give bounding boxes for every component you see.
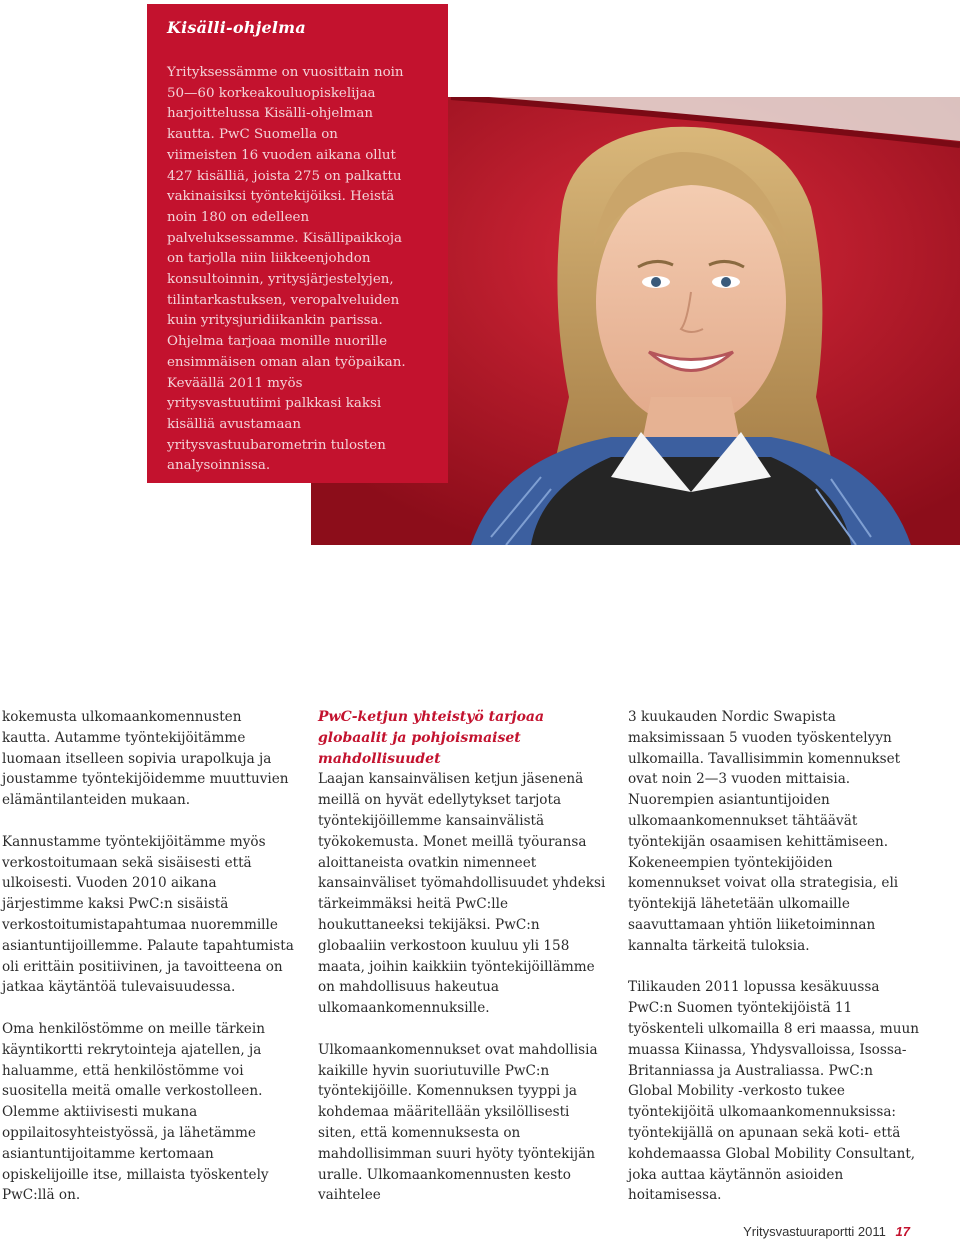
col3-paragraph-1: 3 kuukauden Nordic Swapista maksimissaan 5 vuoden työskentelyyn ulkomailla. Tavallisimmin komennukset ovat noin 2—3 vuoden mittaisia. Nuorempien asiantuntijoiden ulkomaankomennukset tähtäävät työntekijän osaamisen kehittämiseen. Kokeneempien työntekijöiden komennukset voivat olla strategisia, eli työntekijä lähetetään ulkomaille saavuttamaan yhtiön liiketoiminnan kannalta tärkeitä tuloksia. (628, 709, 901, 954)
sidebar-title: Kisälli-ohjelma (167, 18, 306, 37)
page-number: 17 (895, 1224, 910, 1239)
col2-paragraph-1: Laajan kansainvälisen ketjun jäsenenä meillä on hyvät edellytykset tarjota työntekijöillemme kansainvälistä työkokemusta. Monet meillä työuransa aloittaneista ovatkin nimenneet kansainväliset työmahdollisuudet yhdeksi tärkeimmäksi heitä PwC:lle houkuttaneeksi tekijäksi. PwC:n globaaliin verkostoon kuuluu yli 158 maata, joihin kaikkiin työntekijöillämme on mahdollisuus hakeutua ulkomaankomennuksille. (318, 771, 606, 1017)
text-column-2 (318, 707, 610, 1227)
text-column-3 (628, 707, 920, 1227)
report-title: Yritysvastuuraportti 2011 (743, 1224, 886, 1239)
col3-paragraph-2: Tilikauden 2011 lopussa kesäkuussa PwC:n Suomen työntekijöistä 11 työskenteli ulkomailla 8 eri maassa, muun muassa Kiinassa, Yhdysvalloissa, Isossa-Britanniassa ja Australiassa. PwC:n Global Mobility -verkosto tukee työntekijöitä ulkomaankomennuksissa: työntekijällä on apunaan sekä koti- että kohdemaassa Global Mobility Consultant, joka auttaa käytännön asioiden hoitamisessa. (628, 979, 919, 1204)
col2-subheading: PwC-ketjun yhteistyö tarjoaa globaalit ja pohjoismaiset mahdollisuudet (318, 709, 545, 767)
col1-paragraph-1: kokemusta ulkomaankomennusten kautta. Autamme työntekijöitämme luomaan itselleen sopivia urapolkuja ja joustamme työntekijöidemme muuttuvien elämäntilanteiden mukaan. (2, 709, 289, 809)
page-footer (743, 1224, 910, 1239)
sidebar-body: Yrityksessämme on vuosittain noin 50—60 korkeakouluopiskelijaa harjoittelussa Kisälli-ohjelman kautta. PwC Suomella on viimeisten 16 vuoden aikana ollut 427 kisälliä, joista 275 on palkattu vakinaisiksi työntekijöiksi. Heistä noin 180 on edelleen palveluksessamme. Kisällipaikkoja on tarjolla niin liikkeenjohdon konsultoinnin, yritysjärjestelyjen, tilintarkastuksen, veropalveluiden kuin yritysjuridiikankin parissa. Ohjelma tarjoaa monille nuorille ensimmäisen oman alan työpaikan. Keväällä 2011 myös yritysvastuutiimi palkkasi kaksi kisälliä avustamaan yritysvastuubarometrin tulosten analysoinnissa. (167, 65, 406, 474)
col1-paragraph-2: Kannustamme työntekijöitämme myös verkostoitumaan sekä sisäisesti että ulkoisesti. Vuoden 2010 aikana järjestimme kaksi PwC:n sisäistä verkostoitumistapahtumaa nuoremmille asiantuntijoillemme. Palaute tapahtumista oli erittäin positiivinen, ja tavoitteena on jatkaa käytäntöä tulevaisuudessa. (2, 833, 294, 996)
sidebar-box (147, 4, 448, 483)
col2-paragraph-2: Ulkomaankomennukset ovat mahdollisia kaikille hyvin suoriutuville PwC:n työntekijöille. Komennuksen tyyppi ja kohdemaa määritellään yksilöllisesti siten, että komennuksesta on mahdollisimman suuri hyöty työntekijän uralle. Ulkomaankomennusten kesto vaihtelee (318, 1041, 598, 1204)
text-column-1 (2, 707, 294, 1227)
col1-paragraph-3: Oma henkilöstömme on meille tärkein käyntikortti rekrytointeja ajatellen, ja haluamme, että henkilöstömme voi suositella meitä omalle verkostolleen. Olemme aktiivisesti mukana oppilaitosyhteistyössä, ja lähetämme asiantuntijoitamme kertomaan opiskelijoille itse, millaista työskentely PwC:llä on. (2, 1020, 269, 1204)
